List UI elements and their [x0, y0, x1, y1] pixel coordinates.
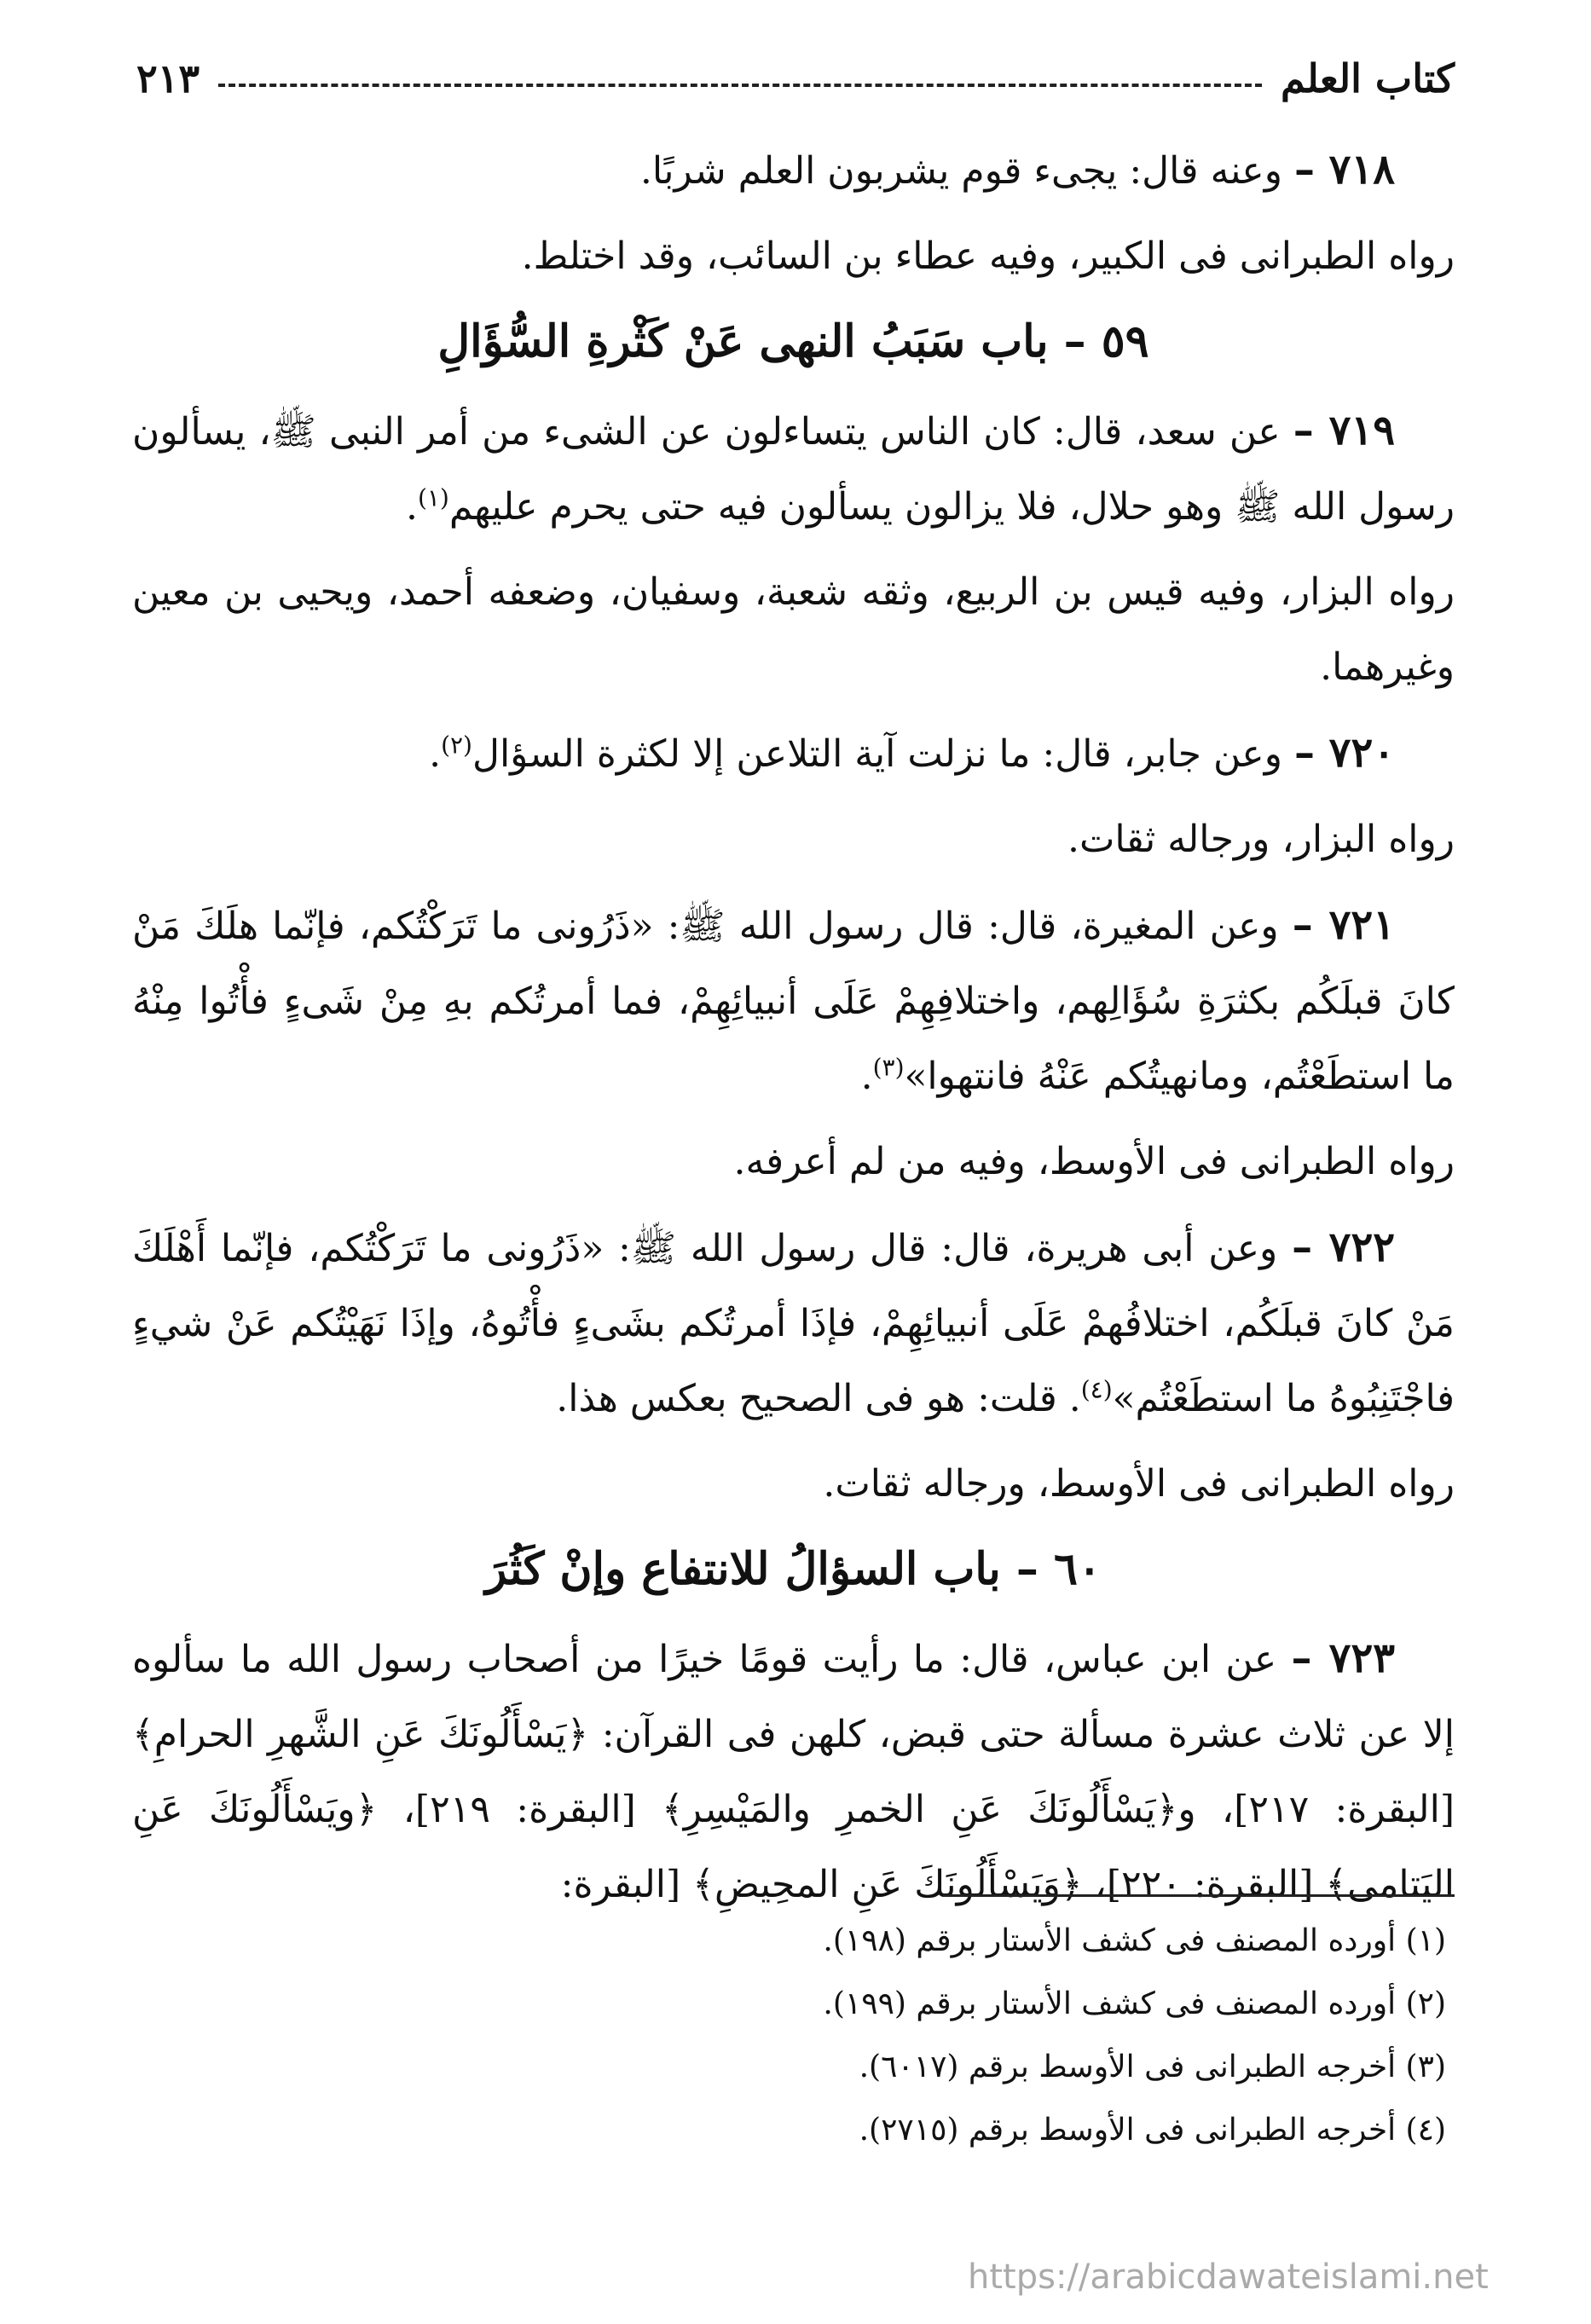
hadith-text-end: . قلت: هو فى الصحيح بعكس هذا.: [556, 1377, 1081, 1420]
hadith-text-end: .: [429, 732, 442, 776]
book-title: كتاب العلم: [1281, 55, 1455, 101]
hadith-text: وعن أبى هريرة، قال: قال رسول الله ﷺ: «ذَرُونى ما تَرَكْتُكم، فإنّما أَهْلَكَ مَنْ كانَ قبلَكُم، اختلافُهمْ عَلَى أنبيائِهِمْ، فإذَا أمرتُكم بشَىءٍ فأْتُوهُ، وإذَا نَهَيْتُكم عَنْ شيءٍ فاجْتَنِبُوهُ ما استطَعْتُم»: [132, 1227, 1455, 1420]
hadith-721: [132, 887, 1455, 1114]
hadith-text-end: .: [405, 485, 418, 529]
footnote-marker: (١): [417, 483, 449, 512]
header-divider: [218, 84, 1262, 87]
hadith-number: ٧٢٠ –: [1293, 729, 1395, 777]
footnote-marker: (٣): [872, 1053, 905, 1082]
hadith-source: [132, 1124, 1455, 1200]
page-body: [132, 132, 1455, 1933]
hadith-source: [132, 802, 1455, 877]
chapter-heading-60: ٦٠ – باب السؤالُ للانتفاع وإنْ كَثُرَ: [485, 1543, 1102, 1595]
hadith-text: وعن المغيرة، قال: قال رسول الله ﷺ: «ذَرُونى ما تَرَكْتُكم، فإنّما هلَكَ مَنْ كانَ قبلَكُم بكثرَةِ سُؤَالِهم، واختلافِهِمْ عَلَى أنبيائِهِمْ، فما أمرتُكم بهِ مِنْ شَىءٍ فأْتُوا مِنْهُ ما استطَعْتُم، ومانهيتُكم عَنْهُ فانتهوا»: [132, 905, 1455, 1098]
source-text: رواه البزار، ورجاله ثقات.: [1067, 818, 1455, 861]
footnote-2: (٢) أورده المصنف فى كشف الأستار برقم (١٩٩).: [823, 1986, 1446, 2021]
footnote-marker: (٤): [1080, 1375, 1113, 1404]
source-text: رواه الطبرانى فى الأوسط، ورجاله ثقات.: [823, 1462, 1455, 1506]
source-text: رواه الطبرانى فى الأوسط، وفيه من لم أعرفه.: [733, 1140, 1455, 1183]
hadith-number: ٧١٨ –: [1293, 146, 1395, 194]
hadith-source: [132, 1447, 1455, 1522]
footnotes: [426, 1910, 1446, 2162]
hadith-720: [132, 715, 1455, 792]
footnote-3: (٣) أخرجه الطبرانى فى الأوسط برقم (٦٠١٧).: [859, 2049, 1446, 2084]
hadith-number: ٧١٩ –: [1293, 407, 1395, 454]
footnote-marker: (٢): [441, 731, 472, 760]
hadith-719: [132, 393, 1455, 545]
footnote-divider: [943, 1894, 1455, 1897]
footnote-1: (١) أورده المصنف فى كشف الأستار برقم (١٩٨).: [823, 1923, 1446, 1958]
hadith-722: [132, 1210, 1455, 1437]
hadith-text: عن ابن عباس، قال: ما رأيت قومًا خيرًا من أصحاب رسول الله ما سألوه إلا عن ثلاث عشرة مسألة حتى قبض، كلهن فى القرآن: ﴿يَسْأَلُونَكَ عَنِ الشَّهرِ الحرامِ﴾ [البقرة: ٢١٧]، و﴿يَسْأَلُونَكَ عَنِ الخمرِ والمَيْسِرِ﴾ [البقرة: ٢١٩]، ﴿ويَسْأَلُونَكَ عَنِ اليَتامى﴾ [البقرة: ٢٢٠]، ﴿وَيَسْأَلُونَكَ عَنِ المحِيضِ﴾ [البقرة:: [132, 1638, 1455, 1906]
chapter-heading-59: ٥٩ – باب سَبَبُ النهى عَنْ كَثْرةِ السُّؤَالِ: [437, 315, 1149, 367]
footnote-4: (٤) أخرجه الطبرانى فى الأوسط برقم (٢٧١٥).: [859, 2113, 1446, 2148]
source-text: رواه الطبرانى فى الكبير، وفيه عطاء بن السائب، وقد اختلط.: [521, 234, 1455, 278]
hadith-number: ٧٢٢ –: [1292, 1223, 1395, 1271]
source-text: رواه البزار، وفيه قيس بن الربيع، وثقه شعبة، وسفيان، وضعفه أحمد، ويحيى بن معين وغيرهما.: [132, 570, 1455, 689]
page-header: [136, 53, 1455, 104]
hadith-text-end: .: [860, 1055, 873, 1098]
hadith-source: [132, 555, 1455, 705]
hadith-number: ٧٢١ –: [1292, 901, 1395, 949]
watermark-url: https://arabicdawateislami.net: [968, 2258, 1489, 2297]
hadith-text: وعنه قال: يجىء قوم يشربون العلم شربًا.: [639, 149, 1282, 193]
hadith-718: [132, 132, 1455, 209]
hadith-number: ٧٢٣ –: [1291, 1634, 1395, 1682]
hadith-723: [132, 1621, 1455, 1922]
page-number: ٢١٣: [136, 55, 200, 101]
hadith-text: عن سعد، قال: كان الناس يتساءلون عن الشىء من أمر النبى ﷺ، يسألون رسول الله ﷺ وهو حلال، فلا يزالون يسألون فيه حتى يحرم عليهم: [132, 410, 1455, 529]
hadith-source: [132, 219, 1455, 294]
hadith-text: وعن جابر، قال: ما نزلت آية التلاعن إلا لكثرة السؤال: [472, 732, 1282, 776]
